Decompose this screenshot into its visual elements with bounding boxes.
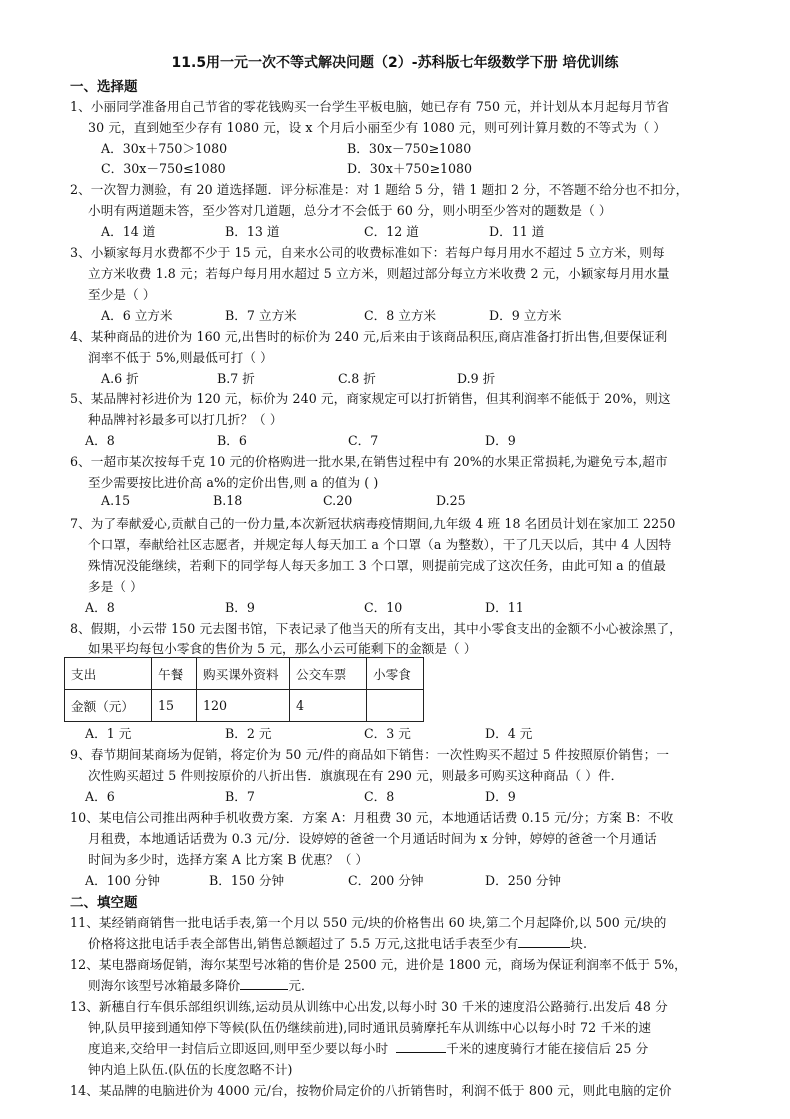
option-d: D．250 分钟 xyxy=(485,873,561,888)
question-5-text: 种品牌衬衫最多可以打几折？（ ） xyxy=(88,412,283,427)
option-c: C．10 xyxy=(364,600,403,615)
table-cell: 午餐 xyxy=(152,658,197,690)
question-12-text: 则海尔该型号冰箱最多降价 元． xyxy=(88,978,314,993)
question-13-text: 钟内追上队伍.(队伍的长度忽略不计) xyxy=(88,1062,293,1077)
option-d: D．9 立方米 xyxy=(489,308,562,323)
option-a: A．30x＋750＞1080 xyxy=(101,141,228,156)
option-d: D.9 折 xyxy=(457,371,496,386)
option-d: D.25 xyxy=(436,493,466,508)
table-cell: 小零食 xyxy=(367,658,424,690)
option-b: B．7 xyxy=(225,789,255,804)
answer-blank[interactable] xyxy=(396,1052,446,1053)
question-10-text: 时间为多少时，选择方案 A 比方案 B 优惠？（ ） xyxy=(88,852,369,867)
option-c: C．3 元 xyxy=(364,726,411,741)
option-c: C.20 xyxy=(323,493,353,508)
option-b: B.7 折 xyxy=(217,371,255,386)
expense-table xyxy=(64,657,424,722)
question-13-text: 度追来,交给甲一封信后立即返回,则甲至少要以每小时 千米的速度骑行才能在接信后 25 分 xyxy=(88,1041,649,1056)
question-1-text: 30 元，直到她至少存有 1080 元，设 x 个月后小丽至少有 1080 元，则可列计算月数的不等式为（ ） xyxy=(88,120,667,135)
table-row xyxy=(65,658,424,690)
option-b: B．7 立方米 xyxy=(225,308,297,323)
question-4-text: 润率不低于 5%,则最低可打（ ） xyxy=(88,350,273,365)
table-row xyxy=(65,690,424,722)
option-d: D．4 元 xyxy=(485,726,533,741)
option-d: D．9 xyxy=(485,789,516,804)
table-cell: 120 xyxy=(197,690,290,722)
option-c: C．12 道 xyxy=(364,224,419,239)
question-2-text: 小明有两道题未答，至少答对几道题，总分才不会低于 60 分，则小明至少答对的题数是（ ） xyxy=(88,203,612,218)
question-8-text: 如果平均每包小零食的售价为 5 元，那么小云可能剩下的金额是（ ） xyxy=(88,641,477,656)
option-b: B．9 xyxy=(225,600,255,615)
question-12-text: 12、某电器商场促销，海尔某型号冰箱的售价是 2500 元，进价是 1800 元，商场为保证利润率不低于 5%， xyxy=(70,957,687,972)
table-cell: 15 xyxy=(152,690,197,722)
table-cell: 金额（元） xyxy=(65,690,152,722)
question-7-text: 7、为了奉献爱心,贡献自己的一份力量,本次新冠状病毒疫情期间,九年级 4 班 18 名团员计划在家加工 2250 xyxy=(70,516,676,531)
question-6-text: 6、一超市某次按每千克 10 元的价格购进一批水果,在销售过程中有 20%的水果正常损耗,为避免亏本,超市 xyxy=(70,454,668,469)
question-1-text: 1、小丽同学准备用自己节省的零花钱购买一台学生平板电脑，她已存有 750 元，并计划从本月起每月节省 xyxy=(70,99,670,114)
option-d: D．11 xyxy=(485,600,524,615)
question-14-text: 14、某品牌的电脑进价为 4000 元/台，按物价局定价的八折销售时，利润不低于 800 元，则此电脑的定价 xyxy=(70,1083,672,1098)
option-d: D．11 道 xyxy=(489,224,545,239)
option-a: A.15 xyxy=(101,493,131,508)
option-b: B．150 分钟 xyxy=(209,873,285,888)
question-7-text: 个口罩，奉献给社区志愿者，并规定每人每天加工 a 个口罩（a 为整数），干了几天以后，其中 4 人因特 xyxy=(88,537,672,552)
section-heading-fill: 二、填空题 xyxy=(70,895,138,911)
option-a: A．8 xyxy=(85,600,115,615)
table-cell xyxy=(367,690,424,722)
option-c: C．7 xyxy=(348,433,379,448)
question-9-text: 9、春节期间某商场为促销，将定价为 50 元/件的商品如下销售：一次性购买不超过 5 件按照原价销售；一 xyxy=(70,747,670,762)
question-4-text: 4、某种商品的进价为 160 元,出售时的标价为 240 元,后来由于该商品积压,商店准备打折出售,但要保证利 xyxy=(70,329,668,344)
table-cell: 公交车票 xyxy=(290,658,367,690)
option-b: B.18 xyxy=(213,493,243,508)
option-d: D．30x＋750≥1080 xyxy=(347,161,473,176)
question-2-text: 2、一次智力测验，有 20 道选择题．评分标准是：对 1 题给 5 分，错 1 题扣 2 分，不答题不给分也不扣分， xyxy=(70,182,689,197)
option-b: B．30x－750≥1080 xyxy=(347,141,472,156)
option-a: A．1 元 xyxy=(85,726,132,741)
question-7-text: 多是（ ） xyxy=(88,579,143,594)
table-cell: 购买课外资料 xyxy=(197,658,290,690)
table-cell: 支出 xyxy=(65,658,152,690)
option-b: B．6 xyxy=(217,433,247,448)
option-d: D．9 xyxy=(485,433,516,448)
section-heading-choice: 一、选择题 xyxy=(70,79,138,95)
option-a: A．100 分钟 xyxy=(85,873,160,888)
option-c: C.8 折 xyxy=(338,371,376,386)
table-cell: 4 xyxy=(290,690,367,722)
option-a: A．6 立方米 xyxy=(101,308,173,323)
option-a: A．6 xyxy=(85,789,115,804)
option-a: A.6 折 xyxy=(101,371,139,386)
question-10-text: 10、某电信公司推出两种手机收费方案．方案 A：月租费 30 元，本地通话话费 0.15 元/分；方案 B：不收 xyxy=(70,810,674,825)
option-c: C．30x－750≤1080 xyxy=(101,161,226,176)
question-7-text: 殊情况没能继续，若剩下的同学每人每天多加工 3 个口罩，则提前完成了这次任务，由此可知 a 的值最 xyxy=(88,558,666,573)
question-8-text: 8、假期，小云带 150 元去图书馆，下表记录了他当天的所有支出，其中小零食支出的金额不小心被涂黑了， xyxy=(70,621,682,636)
question-3-text: 至少是（ ） xyxy=(88,287,156,302)
option-c: C．8 xyxy=(364,789,395,804)
question-13-text: 13、新穗自行车俱乐部组织训练,运动员从训练中心出发,以每小时 30 千米的速度沿公路骑行.出发后 48 分 xyxy=(70,999,668,1014)
option-b: B．13 道 xyxy=(225,224,280,239)
option-c: C．8 立方米 xyxy=(364,308,437,323)
question-10-text: 月租费，本地通话话费为 0.3 元/分．设婷婷的爸爸一个月通话时间为 x 分钟，婷婷的爸爸一个月通话 xyxy=(88,831,657,846)
answer-blank[interactable] xyxy=(518,947,570,948)
question-11-text: 11、某经销商销售一批电话手表,第一个月以 550 元/块的价格售出 60 块,第二个月起降价,以 500 元/块的 xyxy=(70,915,667,930)
option-a: A．8 xyxy=(85,433,115,448)
page-title: 11.5用一元一次不等式解决问题（2）-苏科版七年级数学下册 培优训练 xyxy=(171,55,619,71)
question-5-text: 5、某品牌衬衫进价为 120 元，标价为 240 元，商家规定可以打折销售，但其利润率不能低于 20%，则这 xyxy=(70,391,671,406)
question-9-text: 次性购买超过 5 件则按原价的八折出售．旗旗现在有 290 元，则最多可购买这种商品（ ）件． xyxy=(88,768,624,783)
option-a: A．14 道 xyxy=(101,224,156,239)
question-13-text: 钟,队员甲接到通知停下等候(队伍仍继续前进),同时通讯员骑摩托车从训练中心以每小时 72 千米的速 xyxy=(88,1020,652,1035)
option-c: C．200 分钟 xyxy=(348,873,424,888)
question-6-text: 至少需要按比进价高 a%的定价出售,则 a 的值为 ( ) xyxy=(88,475,379,490)
question-3-text: 立方米收费 1.8 元；若每户每月用水超过 5 立方米，则超过部分每立方米收费 2 元，小颖家每月用水量 xyxy=(88,266,670,281)
question-11-text: 价格将这批电话手表全部售出,销售总额超过了 5.5 万元,这批电话手表至少有 块. xyxy=(88,936,588,951)
answer-blank[interactable] xyxy=(240,989,288,990)
question-3-text: 3、小颖家每月水费都不少于 15 元，自来水公司的收费标准如下：若每户每月用水不超过 5 立方米，则每 xyxy=(70,245,665,260)
option-b: B．2 元 xyxy=(225,726,272,741)
